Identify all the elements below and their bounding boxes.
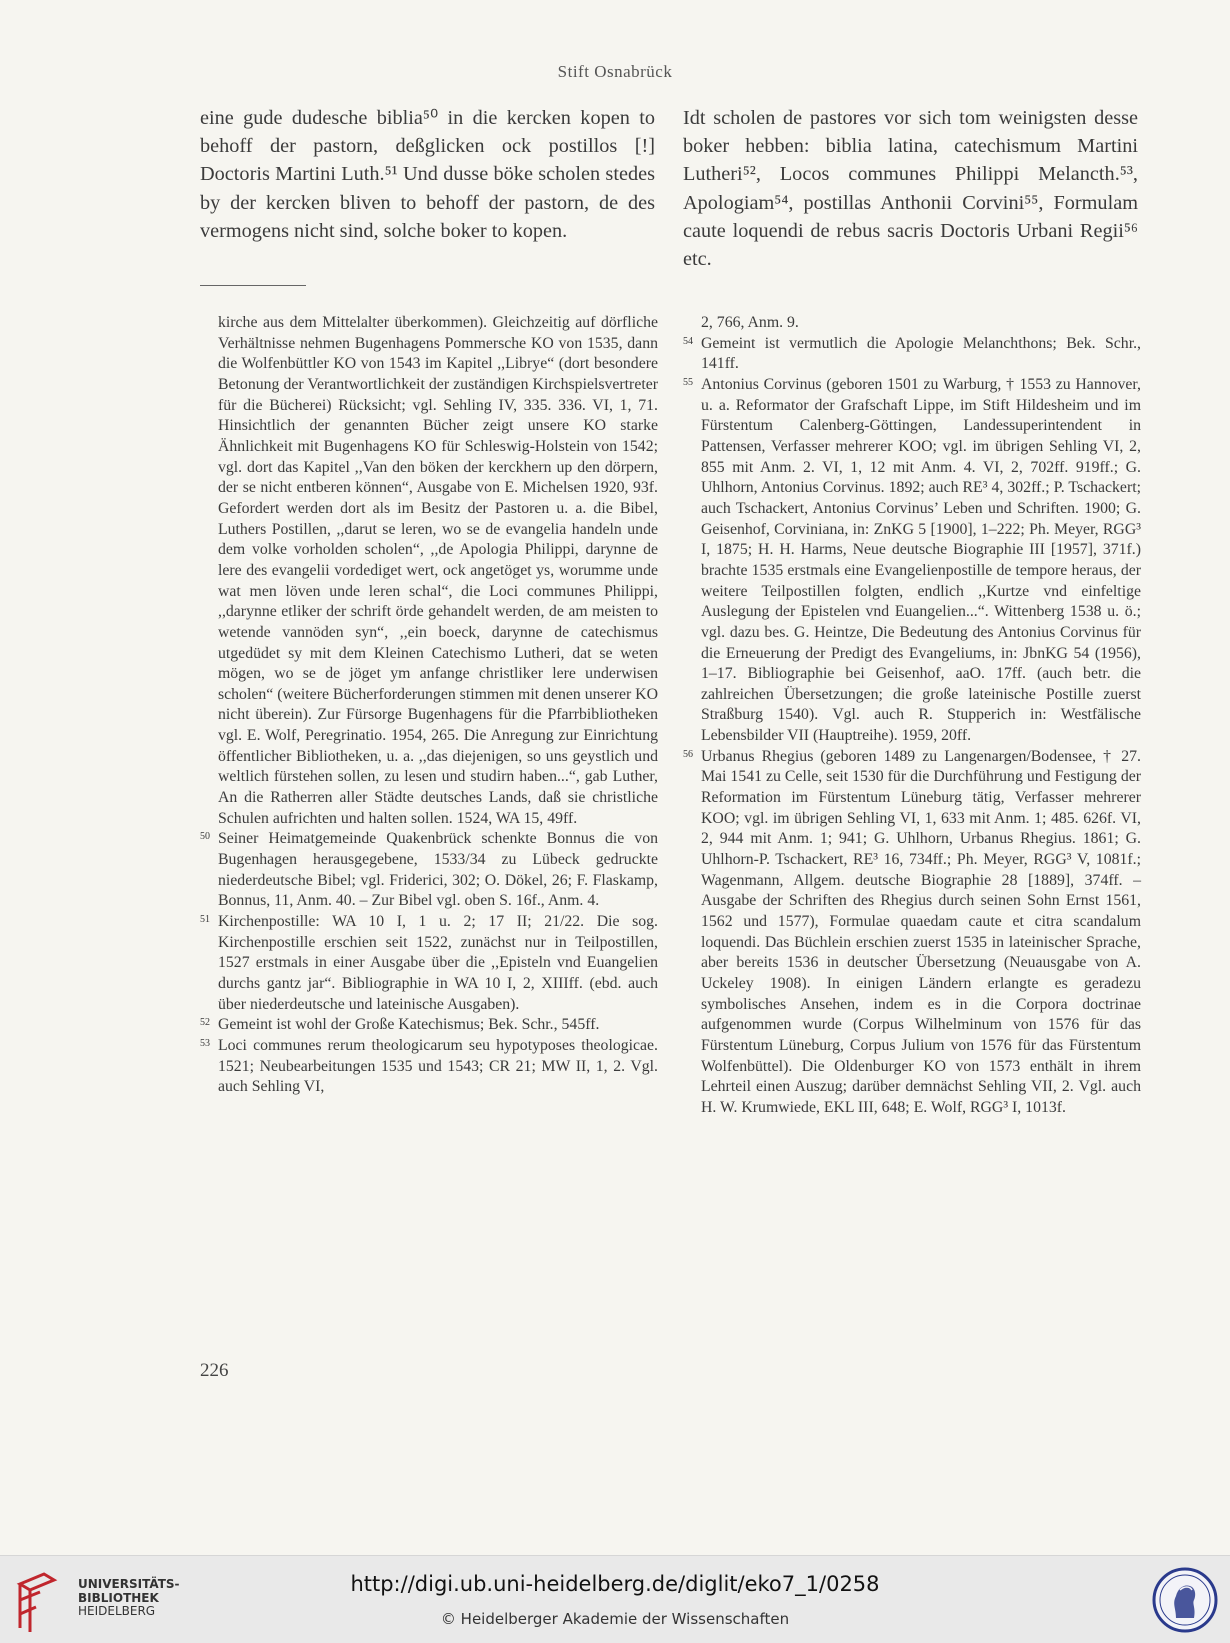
running-head: Stift Osnabrück (557, 62, 673, 81)
footnote-54 (683, 334, 1141, 375)
footnote-text: Urbanus Rhegius (geboren 1489 zu Langenargen/Bodensee, † 27. Mai 1541 zu Celle, seit 1530 für die Durchführung und Festigung der Reformation im Fürstentum Lüneburg tätig, Verfasser mehrerer KOO; vgl. im übrigen Sehling VI, 1, 633 mit Anm. 1; 485. 626f. VI, 2, 944 mit Anm. 1; 941; G. Uhlhorn, Urbanus Rhegius. 1861; G. Uhlhorn-P. Tschackert, RE³ 16, 734ff.; Ph. Meyer, RGG³ V, 1081f.; Wagenmann, Allgem. deutsche Biographie 28 [1889], 374ff. – Ausgabe der Schriften des Rhegius durch seinen Sohn Ernst 1561, 1562 und 1577), Formulae quaedam caute et citra scandalum loquendi. Das Büchlein erschien zuerst 1535 in lateinischer Sprache, aber bereits 1536 in deutscher Übersetzung (Neuausgabe von A. Uckeley 1908). In einigen Ländern erlangte es geradezu symbolisches Ansehen, indem es in die Corpora doctrinae aufgenommen wurde (Corpus Wilhelminum von 1576 für das Fürstentum Lüneburg, Corpus Julium von 1576 für das Fürstentum Wolfenbüttel). Die Oldenburger KO von 1573 enthält in ihrem Lehrteil einen Auszug; darüber demnächst Sehling VII, 2. Vgl. auch H. W. Krumwiede, EKL III, 648; E. Wolf, RGG³ I, 1013f. (701, 747, 1141, 1116)
footnote-text: kirche aus dem Mittelalter überkommen). Gleichzeitig auf dörfliche Verhältnisse nehmen Bugenhagens Pommersche KO von 1535, dann die Wolfenbüttler KO von 1543 im Kapitel ,,Librye“ (dort besondere Betonung der Verantwortlichkeit der zuständigen Kirchspielsvertreter für die Bücherei) Rücksicht; vgl. Sehling IV, 335. 336. VI, 1, 71. Hinsichtlich der genannten Bücher zeigt unsere KO starke Ähnlichkeit mit Bugenhagens KO für Schleswig-Holstein von 1542; vgl. dort das Kapitel ,,Van den böken der kerckhern up den dörpern, der se nicht entberen können“, Ausgabe von E. Michelsen 1920, 93f. Gefordert werden dort als im Besitz der Pastoren u. a. die Bibel, Luthers Postillen, ,,darut se leren, wo se de evangelia handeln unde dem volke vorholden scholen“, ,,de Apologia Philippi, darynne de lere des evangelii vordediget wert, ock angetöget ys, worumme unde wat men löven unde leren schal“, die Loci communes Philippi, ,,darynne etliker der schrift örde gehandelt werden, de am meisten to wetende vannöden syn“, ,,ein boeck, darynne de catechismus utgedüdet sy mit dem Kleinen Catechismo Lutheri, dat se weten mögen, wo se de jöget ym anfange christliker lere underwisen scholen“ (weitere Bücherforderungen stimmen mit denen unserer KO nicht überein). Zur Fürsorge Bugenhagens für die Pfarrbibliotheken vgl. E. Wolf, Peregrinatio. 1954, 265. Die Anregung zur Einrichtung öffentlicher Bibliotheken, u. a. ,,das diejenigen, so uns geystlich und weltlich fürstehen sollen, zu lesen und studirn haben...“, gab Luther, An die Ratherren aller Städte deutsches Lands, daß sie christliche Schulen aufrichten und halten sollen. 1524, WA 15, 49ff. (218, 314, 658, 827)
footnote-separator (200, 285, 306, 286)
footnote-number: 54 (683, 335, 693, 347)
logo-line-3: HEIDELBERG (78, 1604, 156, 1618)
page-number: 226 (200, 1360, 229, 1381)
footnote-text: Kirchenpostille: WA 10 I, 1 u. 2; 17 II; 21/22. Die sog. Kirchenpostille erschien seit 1522, zunächst nur in Teilpostillen, 1527 erstmals in einer Ausgabe über die ,,Episteln vnd Euangelien durchs gantz jar“. Bibliographie in WA 10 I, 2, XIIIff. (ebd. auch über niederdeutsche und lateinische Ausgaben). (218, 913, 658, 1013)
main-text-left: eine gude dudesche biblia⁵⁰ in die kercken kopen to behoff der pastorn, deßglicken ock postillos [!] Doctoris Martini Luth.⁵¹ Und dusse böke scholen stedes by der kercken bliven to behoff der pastorn, de des vermogens nicht sind, solche boker to kopen. (200, 107, 655, 242)
footnote-52 (200, 1015, 658, 1036)
footnotes-left-column (200, 313, 658, 1098)
logo-line-2: BIBLIOTHEK (78, 1590, 159, 1605)
main-text-right: Idt scholen de pastores vor sich tom weinigsten desse boker hebben: biblia latina, catechismum Martini Lutheri⁵², Locos communes Philippi Melancth.⁵³, Apologiam⁵⁴, postillas Anthonii Corvini⁵⁵, Formulam caute loquendi de rebus sacris Doctoris Urbani Regii⁵⁶ etc. (683, 107, 1138, 271)
footnote-number: 55 (683, 376, 693, 388)
footnote-number: 56 (683, 748, 693, 760)
footnote-number: 51 (200, 914, 210, 926)
footnote-56 (683, 747, 1141, 1119)
footnote-51 (200, 912, 658, 1015)
footnote-50 (200, 829, 658, 912)
academy-seal-icon (1150, 1564, 1220, 1636)
copyright-notice: © Heidelberger Akademie der Wissenschaften (440, 1610, 790, 1628)
footnote-text: Antonius Corvinus (geboren 1501 zu Warburg, † 1553 zu Hannover, u. a. Reformator der Grafschaft Lippe, im Stift Hildesheim und im Fürstentum Calenberg-Göttingen, Landessuperintendent in Pattensen, Verfasser mehrerer KOO; vgl. im übrigen Sehling VI, 2, 855 mit Anm. 2. VI, 1, 12 mit Anm. 4. VI, 2, 702ff. 919ff.; G. Uhlhorn, Antonius Corvinus. 1892; auch RE³ 4, 302ff.; P. Tschackert; auch Tschackert, Antonius Corvinus’ Leben und Schriften. 1900; G. Geisenhof, Corviniana, in: ZnKG 5 [1900], 1–222; Ph. Meyer, RGG³ I, 1875; H. H. Harms, Neue deutsche Biographie III [1957], 371f.) brachte 1535 erstmals eine Evangelienpostille de tempore heraus, der weitere Teilpostillen folgten, endlich ,,Kurtze vnd einfeltige Auslegung der Epistelen vnd Euangelien...“. Wittenberg 1538 u. ö.; vgl. dazu bes. G. Heintze, Die Bedeutung des Antonius Corvinus für die Erneuerung der Predigt des Evangeliums, in: JbnKG 54 (1956), 1–17. Bibliographie bei Geisenhof, aaO. 17ff. (auch betr. die zahlreichen Übersetzungen; die große lateinische Postille zuerst Straßburg 1540). Vgl. auch R. Stupperich in: Westfälische Lebensbilder VII (Hauptreihe). 1959, 20ff. (701, 375, 1141, 745)
footnote-text: Loci communes rerum theologicarum seu hypotyposes theologicae. 1521; Neubearbeitungen 1535 und 1543; CR 21; MW II, 1, 2. Vgl. auch Sehling VI, (218, 1036, 658, 1096)
footnote-53 (200, 1036, 658, 1098)
main-text-right-column (683, 104, 1138, 273)
permalink-url[interactable]: http://digi.ub.uni-heidelberg.de/diglit/eko7_1/0258 (350, 1572, 880, 1596)
footnote-continuation (683, 313, 1141, 334)
logo-line-1: UNIVERSITÄTS- (78, 1577, 180, 1591)
footnotes-right-column (683, 313, 1141, 1119)
footnote-number: 53 (200, 1037, 210, 1049)
footnote-number: 50 (200, 831, 210, 843)
footnote-text: Seiner Heimatgemeinde Quakenbrück schenkte Bonnus die von Bugenhagen herausgegebene, 1533/34 zu Lübeck gedruckte niederdeutsche Bibel; vgl. Friderici, 302; O. Dökel, 26; F. Flaskamp, Bonnus, 11, Anm. 40. – Zur Bibel vgl. oben S. 16f., Anm. 4. (218, 830, 658, 910)
footnote-text: 2, 766, Anm. 9. (701, 314, 799, 331)
main-text-left-column (200, 104, 655, 245)
footnote-55 (683, 375, 1141, 747)
footnote-text: Gemeint ist vermutlich die Apologie Melanchthons; Bek. Schr., 141ff. (701, 334, 1141, 373)
footnote-text: Gemeint ist wohl der Große Katechismus; Bek. Schr., 545ff. (218, 1016, 600, 1034)
footnote-number: 52 (200, 1017, 210, 1029)
footnote-continuation (200, 313, 658, 829)
footer-bar (0, 1555, 1230, 1643)
